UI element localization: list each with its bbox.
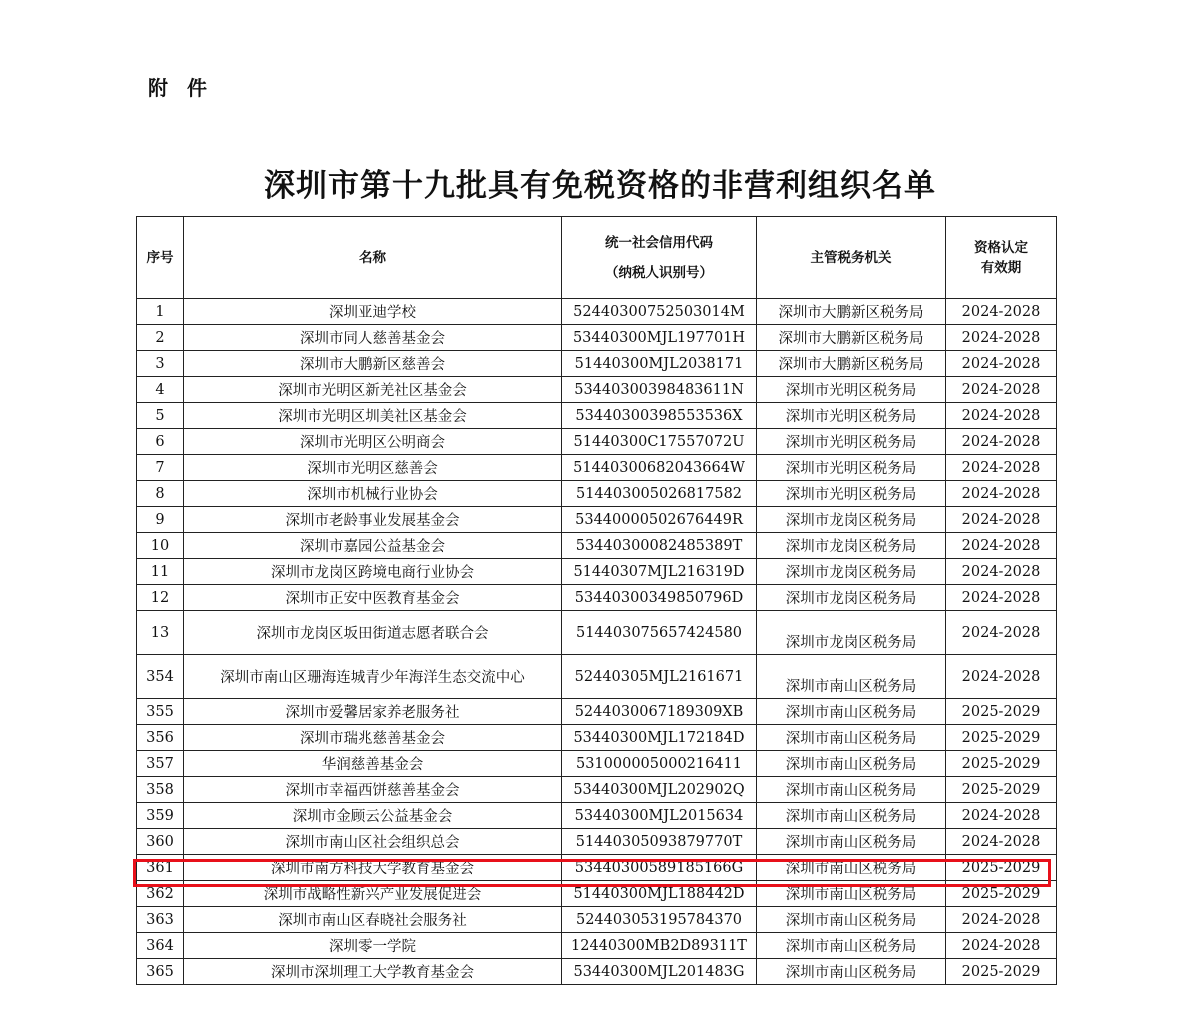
- cell-seq: 10: [137, 533, 184, 559]
- cell-credit-code: 53440300589185166G: [562, 855, 757, 881]
- cell-seq: 8: [137, 481, 184, 507]
- cell-name: 深圳市机械行业协会: [184, 481, 562, 507]
- cell-seq: 355: [137, 699, 184, 725]
- table-row: [137, 351, 1057, 377]
- header-validity-line2: 有效期: [980, 259, 1022, 276]
- cell-seq: 9: [137, 507, 184, 533]
- cell-validity: 2024-2028: [946, 803, 1057, 829]
- cell-credit-code: 5244030067189309XB: [562, 699, 757, 725]
- cell-name: 深圳市光明区公明商会: [184, 429, 562, 455]
- table-row: [137, 725, 1057, 751]
- cell-credit-code: 51440300MJL188442D: [562, 881, 757, 907]
- cell-validity: 2024-2028: [946, 481, 1057, 507]
- table-row: [137, 481, 1057, 507]
- cell-name: 深圳市大鹏新区慈善会: [184, 351, 562, 377]
- cell-tax-authority: 深圳市南山区税务局: [757, 959, 946, 985]
- cell-name: 深圳市南山区春晓社会服务社: [184, 907, 562, 933]
- cell-credit-code: 53440300398553536X: [562, 403, 757, 429]
- cell-seq: 363: [137, 907, 184, 933]
- cell-tax-authority: 深圳市南山区税务局: [757, 803, 946, 829]
- cell-credit-code: 514403005026817582: [562, 481, 757, 507]
- table-header-row: [137, 217, 1057, 299]
- cell-credit-code: 12440300MB2D89311T: [562, 933, 757, 959]
- table-row: [137, 907, 1057, 933]
- cell-name: 深圳市龙岗区跨境电商行业协会: [184, 559, 562, 585]
- cell-tax-authority: 深圳市大鹏新区税务局: [757, 325, 946, 351]
- header-credit-code: [562, 217, 757, 299]
- cell-tax-authority: 深圳市南山区税务局: [757, 933, 946, 959]
- cell-validity: 2025-2029: [946, 881, 1057, 907]
- cell-credit-code: 524403053195784370: [562, 907, 757, 933]
- cell-name: 深圳市爱馨居家养老服务社: [184, 699, 562, 725]
- cell-seq: 3: [137, 351, 184, 377]
- cell-validity: 2024-2028: [946, 377, 1057, 403]
- cell-seq: 361: [137, 855, 184, 881]
- table-row: [137, 507, 1057, 533]
- cell-credit-code: 51440300MJL2038171: [562, 351, 757, 377]
- cell-validity: 2024-2028: [946, 325, 1057, 351]
- table-row: [137, 777, 1057, 803]
- cell-tax-authority: 深圳市光明区税务局: [757, 455, 946, 481]
- table-row: [137, 881, 1057, 907]
- cell-seq: 1: [137, 299, 184, 325]
- cell-seq: 357: [137, 751, 184, 777]
- cell-validity: 2025-2029: [946, 777, 1057, 803]
- cell-validity: 2025-2029: [946, 751, 1057, 777]
- cell-credit-code: 51440300C17557072U: [562, 429, 757, 455]
- cell-seq: 358: [137, 777, 184, 803]
- cell-validity: 2024-2028: [946, 907, 1057, 933]
- cell-validity: 2024-2028: [946, 559, 1057, 585]
- table-row: [137, 611, 1057, 655]
- cell-name: 华润慈善基金会: [184, 751, 562, 777]
- organization-table: [136, 216, 1057, 985]
- table-row: [137, 325, 1057, 351]
- cell-tax-authority: 深圳市龙岗区税务局: [757, 611, 946, 655]
- cell-credit-code: 53440300082485389T: [562, 533, 757, 559]
- cell-credit-code: 53440000502676449R: [562, 507, 757, 533]
- table-row: [137, 403, 1057, 429]
- header-name: 名称: [184, 217, 562, 299]
- cell-name: 深圳市深圳理工大学教育基金会: [184, 959, 562, 985]
- cell-validity: 2024-2028: [946, 429, 1057, 455]
- cell-name: 深圳亚迪学校: [184, 299, 562, 325]
- cell-tax-authority: 深圳市光明区税务局: [757, 429, 946, 455]
- cell-seq: 2: [137, 325, 184, 351]
- cell-name: 深圳市嘉园公益基金会: [184, 533, 562, 559]
- cell-validity: 2025-2029: [946, 855, 1057, 881]
- cell-seq: 354: [137, 655, 184, 699]
- cell-credit-code: 53440300MJL172184D: [562, 725, 757, 751]
- cell-seq: 4: [137, 377, 184, 403]
- cell-name: 深圳市光明区慈善会: [184, 455, 562, 481]
- cell-credit-code: 53440300349850796D: [562, 585, 757, 611]
- cell-validity: 2024-2028: [946, 611, 1057, 655]
- cell-name: 深圳市瑞兆慈善基金会: [184, 725, 562, 751]
- cell-credit-code: 52440305MJL2161671: [562, 655, 757, 699]
- table-row: [137, 533, 1057, 559]
- cell-tax-authority: 深圳市龙岗区税务局: [757, 559, 946, 585]
- cell-tax-authority: 深圳市南山区税务局: [757, 855, 946, 881]
- cell-validity: 2024-2028: [946, 351, 1057, 377]
- header-validity: [946, 217, 1057, 299]
- header-credit-code-line1: 统一社会信用代码: [605, 234, 713, 251]
- cell-credit-code: 53440300MJL197701H: [562, 325, 757, 351]
- header-credit-code-line2: （纳税人识别号）: [605, 264, 713, 281]
- table-row: [137, 559, 1057, 585]
- cell-seq: 359: [137, 803, 184, 829]
- cell-tax-authority: 深圳市龙岗区税务局: [757, 507, 946, 533]
- cell-seq: 362: [137, 881, 184, 907]
- cell-tax-authority: 深圳市光明区税务局: [757, 377, 946, 403]
- cell-credit-code: 53440300MJL2015634: [562, 803, 757, 829]
- cell-tax-authority: 深圳市龙岗区税务局: [757, 533, 946, 559]
- cell-tax-authority: 深圳市南山区税务局: [757, 829, 946, 855]
- cell-name: 深圳市龙岗区坂田街道志愿者联合会: [184, 611, 562, 655]
- cell-credit-code: 53440300398483611N: [562, 377, 757, 403]
- cell-tax-authority: 深圳市南山区税务局: [757, 881, 946, 907]
- cell-name: 深圳市老龄事业发展基金会: [184, 507, 562, 533]
- table-row: [137, 299, 1057, 325]
- cell-tax-authority: 深圳市光明区税务局: [757, 403, 946, 429]
- cell-tax-authority: 深圳市南山区税务局: [757, 699, 946, 725]
- cell-name: 深圳市南方科技大学教育基金会: [184, 855, 562, 881]
- cell-seq: 364: [137, 933, 184, 959]
- cell-seq: 7: [137, 455, 184, 481]
- cell-credit-code: 531000005000216411: [562, 751, 757, 777]
- cell-validity: 2024-2028: [946, 655, 1057, 699]
- cell-credit-code: 51440305093879770T: [562, 829, 757, 855]
- table-row: [137, 655, 1057, 699]
- cell-validity: 2025-2029: [946, 959, 1057, 985]
- cell-name: 深圳市幸福西饼慈善基金会: [184, 777, 562, 803]
- cell-name: 深圳市金顾云公益基金会: [184, 803, 562, 829]
- cell-name: 深圳市正安中医教育基金会: [184, 585, 562, 611]
- cell-validity: 2024-2028: [946, 585, 1057, 611]
- cell-credit-code: 52440300752503014M: [562, 299, 757, 325]
- cell-tax-authority: 深圳市南山区税务局: [757, 907, 946, 933]
- cell-seq: 365: [137, 959, 184, 985]
- cell-credit-code: 51440300682043664W: [562, 455, 757, 481]
- cell-validity: 2024-2028: [946, 933, 1057, 959]
- cell-validity: 2025-2029: [946, 725, 1057, 751]
- cell-seq: 360: [137, 829, 184, 855]
- header-seq: 序号: [137, 217, 184, 299]
- cell-seq: 11: [137, 559, 184, 585]
- cell-seq: 6: [137, 429, 184, 455]
- table-row: [137, 829, 1057, 855]
- table-row: [137, 455, 1057, 481]
- cell-validity: 2024-2028: [946, 403, 1057, 429]
- cell-validity: 2024-2028: [946, 829, 1057, 855]
- header-validity-line1: 资格认定: [974, 239, 1028, 256]
- cell-validity: 2024-2028: [946, 533, 1057, 559]
- cell-validity: 2024-2028: [946, 455, 1057, 481]
- cell-tax-authority: 深圳市南山区税务局: [757, 751, 946, 777]
- cell-validity: 2025-2029: [946, 699, 1057, 725]
- cell-name: 深圳市南山区珊海连城青少年海洋生态交流中心: [184, 655, 562, 699]
- table-row: [137, 933, 1057, 959]
- cell-tax-authority: 深圳市光明区税务局: [757, 481, 946, 507]
- cell-credit-code: 53440300MJL202902Q: [562, 777, 757, 803]
- table-row: [137, 429, 1057, 455]
- cell-tax-authority: 深圳市大鹏新区税务局: [757, 351, 946, 377]
- cell-name: 深圳市光明区圳美社区基金会: [184, 403, 562, 429]
- table-row: [137, 959, 1057, 985]
- header-tax-authority: 主管税务机关: [757, 217, 946, 299]
- table-row: [137, 377, 1057, 403]
- attachment-label: 附 件: [148, 76, 213, 100]
- table-row: [137, 803, 1057, 829]
- cell-tax-authority: 深圳市南山区税务局: [757, 655, 946, 699]
- cell-name: 深圳市战略性新兴产业发展促进会: [184, 881, 562, 907]
- cell-credit-code: 514403075657424580: [562, 611, 757, 655]
- cell-name: 深圳市光明区新羌社区基金会: [184, 377, 562, 403]
- cell-name: 深圳市南山区社会组织总会: [184, 829, 562, 855]
- cell-seq: 356: [137, 725, 184, 751]
- table-row: [137, 855, 1057, 881]
- cell-name: 深圳市同人慈善基金会: [184, 325, 562, 351]
- table-row: [137, 751, 1057, 777]
- cell-tax-authority: 深圳市大鹏新区税务局: [757, 299, 946, 325]
- table-row: [137, 699, 1057, 725]
- cell-validity: 2024-2028: [946, 299, 1057, 325]
- cell-seq: 5: [137, 403, 184, 429]
- cell-tax-authority: 深圳市南山区税务局: [757, 725, 946, 751]
- cell-credit-code: 51440307MJL216319D: [562, 559, 757, 585]
- cell-tax-authority: 深圳市龙岗区税务局: [757, 585, 946, 611]
- cell-seq: 12: [137, 585, 184, 611]
- cell-tax-authority: 深圳市南山区税务局: [757, 777, 946, 803]
- cell-seq: 13: [137, 611, 184, 655]
- cell-validity: 2024-2028: [946, 507, 1057, 533]
- cell-credit-code: 53440300MJL201483G: [562, 959, 757, 985]
- table-row: [137, 585, 1057, 611]
- document-title: 深圳市第十九批具有免税资格的非营利组织名单: [264, 168, 936, 204]
- cell-name: 深圳零一学院: [184, 933, 562, 959]
